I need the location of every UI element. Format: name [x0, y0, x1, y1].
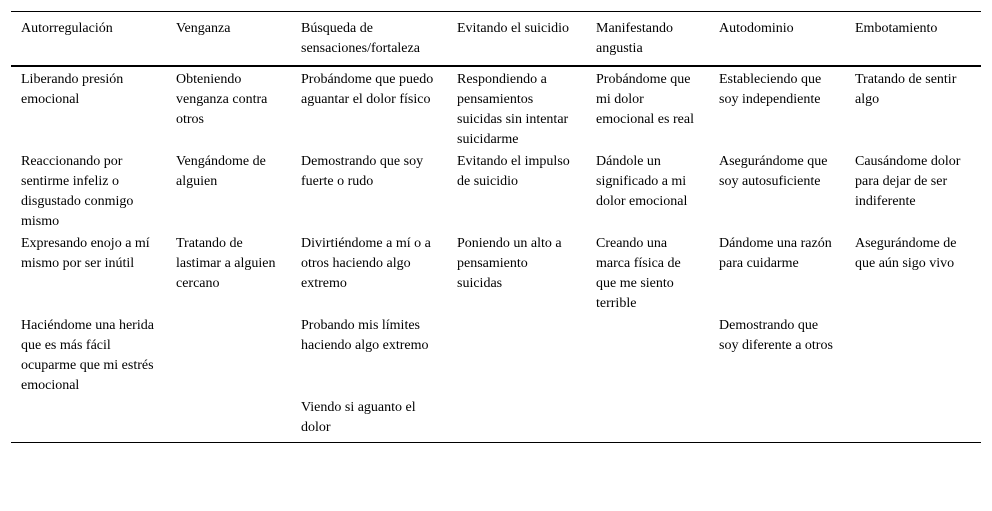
table-cell	[447, 314, 586, 396]
table-cell	[586, 396, 709, 443]
header-busqueda-sensaciones: Búsqueda de sensaciones/fortaleza	[291, 12, 447, 67]
header-autorregulacion: Autorregulación	[11, 12, 166, 67]
header-autodominio: Autodominio	[709, 12, 845, 67]
header-embotamiento: Embotamiento	[845, 12, 981, 67]
header-manifestando-angustia: Manifestando angustia	[586, 12, 709, 67]
table-cell: Dándole un significado a mi dolor emocional	[596, 154, 688, 209]
table-cell	[709, 396, 845, 443]
table-cell: Viendo si aguanto el dolor	[291, 396, 447, 443]
header-evitando-suicidio: Evitando el suicidio	[447, 12, 586, 67]
table-row	[11, 314, 981, 396]
table-row	[11, 232, 981, 314]
table-cell	[166, 396, 291, 443]
table-cell: Probándome que puedo aguantar el dolor físico	[301, 72, 434, 107]
table-cell: Haciéndome una herida que es más fácil ocuparme que mi estrés emocional	[21, 318, 154, 393]
table-cell: Evitando el impulso de suicidio	[457, 154, 570, 189]
table-cell: Dándome una razón para cuidarme	[719, 236, 832, 271]
table-cell	[11, 396, 166, 443]
table-cell	[845, 396, 981, 443]
table-cell	[447, 396, 586, 443]
table-cell: Estableciendo que soy independiente	[719, 72, 822, 107]
table-cell: Poniendo un alto a pensamiento suicidas	[457, 236, 562, 291]
table-cell: Demostrando que soy fuerte o rudo	[301, 154, 424, 189]
table-cell	[586, 314, 709, 396]
table-cell: Respondiendo a pensamientos suicidas sin intentar suicidarme	[457, 72, 569, 147]
table-cell: Causándome dolor para dejar de ser indiferente	[855, 154, 961, 209]
table-cell: Divirtiéndome a mí o a otros haciendo algo extremo	[301, 236, 431, 291]
table-header	[11, 12, 981, 67]
table-cell: Asegurándome de que aún sigo vivo	[855, 236, 957, 271]
table-cell: Tratando de sentir algo	[855, 72, 957, 107]
table-cell: Tratando de lastimar a alguien cercano	[176, 236, 276, 291]
table-cell: Vengándome de alguien	[176, 154, 266, 189]
table-cell: Probándome que mi dolor emocional es real	[596, 72, 694, 127]
functions-table	[11, 11, 981, 443]
table-cell	[845, 314, 981, 396]
table-row	[11, 396, 981, 443]
table-cell: Demostrando que soy diferente a otros	[719, 318, 833, 353]
table-cell: Creando una marca física de que me siento terrible	[596, 236, 681, 311]
table-cell: Obteniendo venganza contra otros	[176, 72, 268, 127]
header-row	[11, 12, 981, 67]
table-body	[11, 66, 981, 443]
table-cell: Expresando enojo a mí mismo por ser inútil	[21, 236, 150, 271]
table-row	[11, 150, 981, 232]
table-cell: Reaccionando por sentirme infeliz o disgustado conmigo mismo	[21, 154, 134, 229]
table-cell: Asegurándome que soy autosuficiente	[719, 154, 828, 189]
functions-table-container	[11, 11, 981, 443]
table-cell: Liberando presión emocional	[21, 72, 124, 107]
header-venganza: Venganza	[166, 12, 291, 67]
table-cell: Probando mis límites haciendo algo extremo	[301, 318, 429, 353]
table-cell	[166, 314, 291, 396]
table-row	[11, 66, 981, 150]
